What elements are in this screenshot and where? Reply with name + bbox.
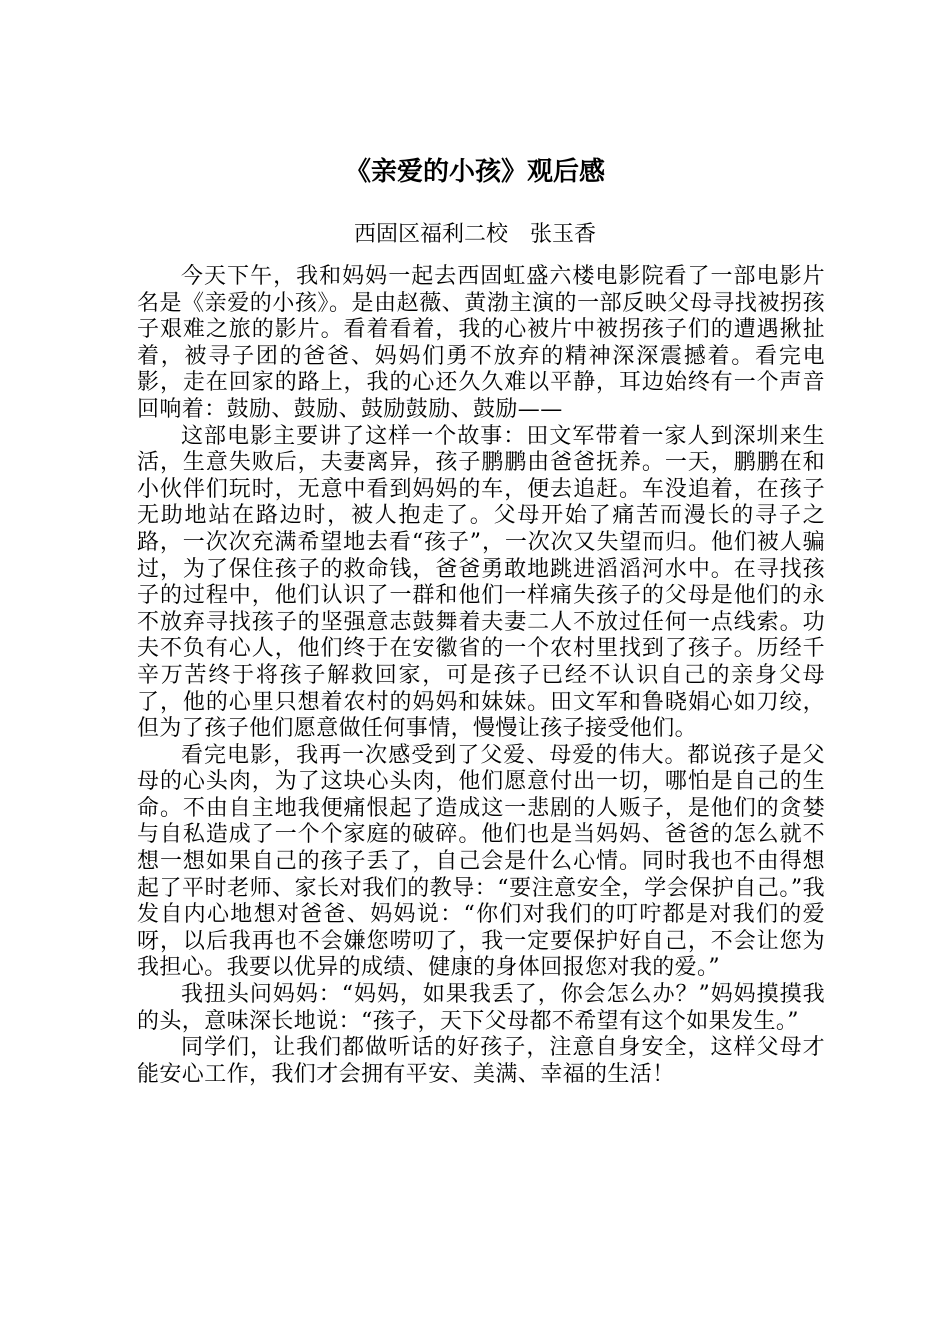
paragraph-1: 今天下午，我和妈妈一起去西固虹盛六楼电影院看了一部电影片名是《亲爱的小孩》。是由赵薇、黄渤主演的一部反映父母寻找被拐孩子艰难之旅的影片。看着看着，我的心被片中被拐孩子们的遭遇揪扯着，被寻子团的爸爸、妈妈们勇不放弃的精神深深震撼着。看完电影，走在回家的路上，我的心还久久难以平静，耳边始终有一个声音回响着：鼓励、鼓励、鼓励鼓励、鼓励—— xyxy=(137,264,825,422)
paragraph-5: 同学们，让我们都做听话的好孩子，注意自身安全，这样父母才能安心工作，我们才会拥有平安、美满、幸福的生活！ xyxy=(137,1035,825,1087)
paragraph-4: 我扭头问妈妈：“妈妈，如果我丢了，你会怎么办？”妈妈摸摸我的头，意味深长地说：“孩子，天下父母都不希望有这个如果发生。” xyxy=(137,982,825,1034)
paragraph-3: 看完电影，我再一次感受到了父爱、母爱的伟大。都说孩子是父母的心头肉，为了这块心头肉，他们愿意付出一切，哪怕是自己的生命。不由自主地我便痛恨起了造成这一悲剧的人贩子，是他们的贪婪与自私造成了一个个家庭的破碎。他们也是当妈妈、爸爸的怎么就不想一想如果自己的孩子丢了，自己会是什么心情。同时我也不由得想起了平时老师、家长对我们的教导：“要注意安全，学会保护自己。”我发自内心地想对爸爸、妈妈说：“你们对我们的叮咛都是对我们的爱呀，以后我再也不会嫌您唠叨了，我一定要保护好自己，不会让您为我担心。我要以优异的成绩、健康的身体回报您对我的爱。” xyxy=(137,742,825,981)
document-title: 《亲爱的小孩》观后感 xyxy=(344,157,605,187)
author-byline: 西固区福利二校 张玉香 xyxy=(353,222,596,247)
paragraph-2: 这部电影主要讲了这样一个故事：田文军带着一家人到深圳来生活，生意失败后，夫妻离异，孩子鹏鹏由爸爸抚养。一天，鹏鹏在和小伙伴们玩时，无意中看到妈妈的车，便去追赶。车没追着，在孩子无助地站在路边时，被人抱走了。父母开始了痛苦而漫长的寻子之路，一次次充满希望地去看“孩子”，一次次又失望而归。他们被人骗过，为了保住孩子的救命钱，爸爸勇敢地跳进滔滔河水中。在寻找孩子的过程中，他们认识了一群和他们一样痛失孩子的父母是他们的永不放弃寻找孩子的坚强意志鼓舞着夫妻二人不放过任何一点线索。功夫不负有心人，他们终于在安徽省的一个农村里找到了孩子。历经千辛万苦终于将孩子解救回家，可是孩子已经不认识自己的亲身父母了，他的心里只想着农村的妈妈和妹妹。田文军和鲁晓娟心如刀绞，但为了孩子他们愿意做任何事情，慢慢让孩子接受他们。 xyxy=(137,423,825,742)
document-body xyxy=(137,264,825,1088)
